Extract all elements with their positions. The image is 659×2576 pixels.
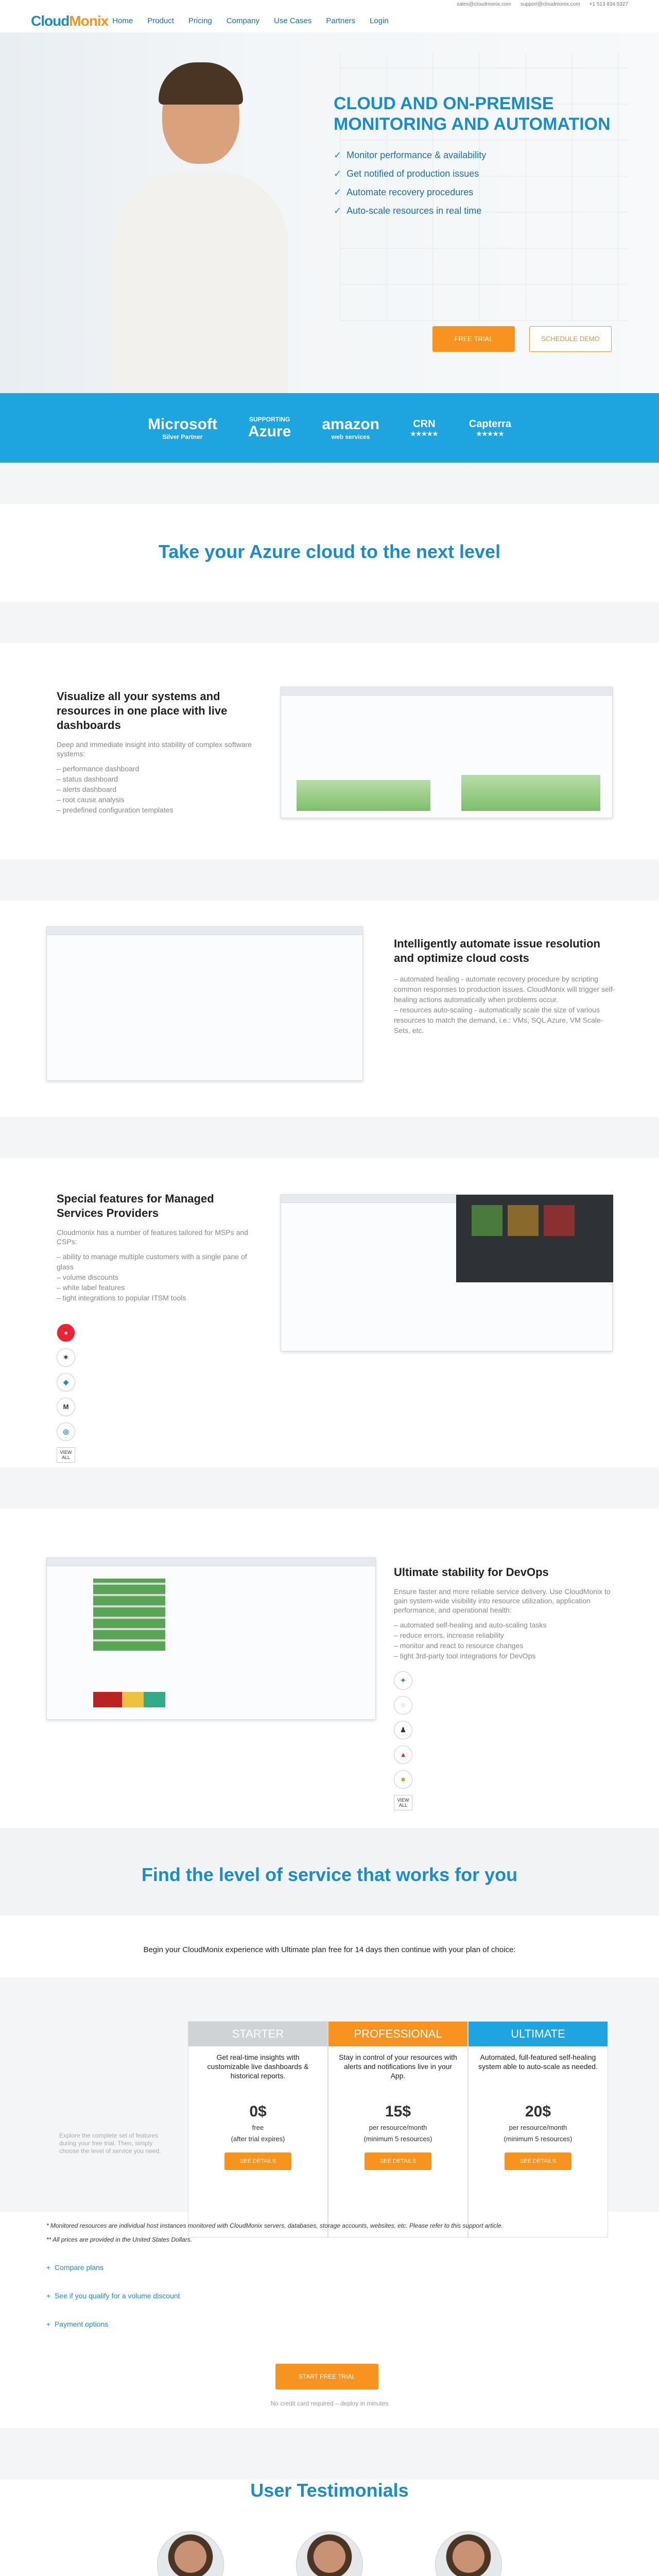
section-divider [0,1117,659,1158]
section-divider [0,859,659,901]
feature-devops [0,1509,659,1828]
feature-item: – performance dashboard [57,764,252,774]
hero-section [0,32,659,393]
partner-logo-capterra: Capterra ★★★★★ [469,418,512,437]
top-contact-bar [0,0,659,9]
free-trial-button[interactable]: FREE TRIAL [432,326,515,352]
section-divider [0,1467,659,1509]
feature-item: – ability to manage multiple customers with a single pane of glass [57,1251,252,1272]
feature-title: Intelligently automate issue resolution and optimize cloud costs [394,937,600,964]
accordion-volume-discount[interactable]: + See if you qualify for a volume discount [46,2292,180,2300]
starter-details-button[interactable]: SEE DETAILS [224,2153,291,2170]
feature-item: – resources auto-scaling - automatically scale the size of various resources to match the demand, i.e.: VMs, SQL Azure, VM Scale-Sets, etc. [394,1005,615,1036]
partner-logo-microsoft: Microsoft Silver Partner [147,415,217,440]
devops-tool-icon[interactable]: ▲ [394,1745,412,1764]
avatar [157,2531,224,2576]
view-all-button[interactable]: VIEW ALL [394,1795,412,1810]
dashboard-screenshot [281,687,613,818]
devops-screenshot [46,1557,376,1720]
nav-login[interactable]: Login [370,16,389,25]
feature-msp [0,1158,659,1467]
feature-item: – tight 3rd-party tool integrations for DevOps [394,1651,615,1661]
pricing-title: Find the level of service that works for you [141,1864,518,1885]
feature-item: – reduce errors, increase reliability [394,1630,615,1640]
ultimate-details-button[interactable]: SEE DETAILS [505,2153,571,2170]
nav-partners[interactable]: Partners [326,16,356,25]
section-divider [0,463,659,504]
integration-icon[interactable]: ✶ [57,1348,75,1367]
feature-item: – status dashboard [57,774,252,784]
partner-logo-aws: amazon web services [322,415,379,440]
hero-bullet: ✓ Get notified of production issues [334,164,622,183]
plan-ultimate: ULTIMATE Automated, full-featured self-healing system able to auto-scale as needed. 20$ per resource/month (minimum 5 resources) SEE DETAILS [468,2021,608,2238]
avatar [435,2531,502,2576]
partners-strip [0,393,659,463]
logo[interactable]: CloudMonix [31,12,109,29]
pricing-header [0,1828,659,1916]
feature-title: Special features for Managed Services Providers [57,1192,214,1219]
testimonial [402,2531,535,2576]
schedule-demo-button[interactable]: SCHEDULE DEMO [529,326,612,352]
accordion-compare-plans[interactable]: + Compare plans [46,2263,103,2272]
integration-icon[interactable]: ◆ [57,1373,75,1392]
azure-title: Take your Azure cloud to the next level [158,541,501,562]
integration-icon[interactable]: M [57,1398,75,1416]
testimonial [124,2531,257,2576]
phone-number[interactable]: +1 513 834 5327 [589,2,628,7]
nav-product[interactable]: Product [147,16,174,25]
partner-logo-azure: SUPPORTING Azure [248,415,291,440]
partner-logo-crn: CRN ★★★★★ [410,418,438,437]
feature-intro: Ensure faster and more reliable service delivery. Use CloudMonix to gain system-wide visibility into resource utilization, application performance, and operational health: [394,1587,611,1614]
automation-screenshot [46,926,363,1081]
pricing-aside: Explore the complete set of features during your free trial. Then, simply choose the level of service you need. [59,2132,161,2155]
no-card-note: No credit card required – deploy in minutes [270,2400,389,2407]
nav-use-cases[interactable]: Use Cases [273,16,312,25]
section-divider [0,602,659,643]
professional-details-button[interactable]: SEE DETAILS [365,2153,431,2170]
accordion-payment-options[interactable]: + Payment options [46,2320,109,2328]
hero-bullets [334,146,622,220]
feature-item: – predefined configuration templates [57,805,252,815]
support-email[interactable]: support@cloudmonix.com [520,2,580,7]
feature-item: – root cause analysis [57,794,252,805]
pricing-section [0,1916,659,2480]
hero-title: CLOUD AND ON-PREMISE MONITORING AND AUTOMATION [334,94,611,134]
devops-tool-icon[interactable]: ✦ [394,1671,412,1690]
start-free-trial-button[interactable]: START FREE TRIAL [275,2364,378,2389]
nav-company[interactable]: Company [226,16,259,25]
devops-tool-icon[interactable]: ■ [394,1770,412,1789]
pricing-note: * Monitored resources are individual host instances monitored with CloudMonix servers, databases, storage accounts, websites, etc. Please refer to this support article. [46,2222,504,2229]
feature-item: – alerts dashboard [57,784,252,794]
devops-tool-icon[interactable]: ♟ [394,1721,412,1739]
feature-item: – automated self-healing and auto-scaling tasks [394,1620,615,1630]
integration-icon[interactable]: ● [57,1324,75,1342]
hero-bullet: ✓ Monitor performance & availability [334,146,622,164]
view-all-button[interactable]: VIEW ALL [57,1447,75,1463]
pricing-intro: Begin your CloudMonix experience with Ultimate plan free for 14 days then continue with your plan of choice: [143,1945,516,1954]
hero-person-photo [113,53,288,393]
avatar [296,2531,363,2576]
feature-item: – monitor and react to resource changes [394,1640,615,1651]
feature-item: – automated healing - automate recovery procedure by scripting common responses to production issues. CloudMonix will trigger self-healing actions automatically when problems occur. [394,974,615,1005]
feature-intro: Cloudmonix has a number of features tailored for MSPs and CSPs: [57,1228,248,1246]
feature-title: Visualize all your systems and resources in one place with live dashboards [57,690,228,732]
devops-tool-icon[interactable]: ◌ [394,1696,412,1715]
feature-item: – volume discounts [57,1272,252,1282]
hero-bullet: ✓ Auto-scale resources in real time [334,201,622,220]
nav-home[interactable]: Home [112,16,133,25]
pricing-note: ** All prices are provided in the United States Dollars. [46,2236,193,2243]
feature-item: – white label features [57,1282,252,1293]
testimonials-title: User Testimonials [250,2480,409,2501]
testimonials-section [0,2480,659,2576]
azure-section [0,504,659,602]
feature-dashboards [0,643,659,859]
feature-intro: Deep and immediate insight into stability of complex software systems: [57,740,252,758]
main-nav [0,9,659,32]
hero-bullet: ✓ Automate recovery procedures [334,183,622,201]
sales-email[interactable]: sales@cloudmonix.com [457,2,511,7]
plan-starter: STARTER Get real-time insights with customizable live dashboards & historical reports. 0$ free (after trial expires) SEE DETAILS [188,2021,328,2238]
testimonial [263,2531,396,2576]
feature-item: – tight integrations to popular ITSM tools [57,1293,252,1303]
feature-title: Ultimate stability for DevOps [394,1566,549,1579]
msp-screenshot [281,1194,613,1351]
integration-icon[interactable]: ◎ [57,1422,75,1441]
plan-professional: PROFESSIONAL Stay in control of your resources with alerts and notifications live in your App. 15$ per resource/month (minimum 5 resources) SEE DETAILS [328,2021,468,2238]
nav-pricing[interactable]: Pricing [188,16,212,25]
feature-automation [0,901,659,1117]
